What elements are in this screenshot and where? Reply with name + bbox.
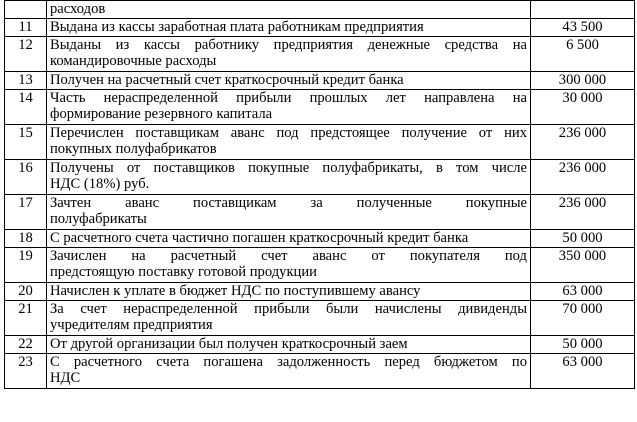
description-line: формирование резервного капитала bbox=[50, 106, 273, 123]
table-row bbox=[5, 301, 635, 336]
row-description-cell bbox=[47, 283, 531, 301]
row-number-cell: 23 bbox=[5, 354, 47, 389]
row-amount-cell: 50 000 bbox=[531, 230, 635, 248]
description-line: Получен на расчетный счет краткосрочный кредит банка bbox=[50, 72, 404, 88]
row-number-cell: 17 bbox=[5, 195, 47, 230]
row-amount-cell: 236 000 bbox=[531, 160, 635, 195]
row-amount-cell: 30 000 bbox=[531, 90, 635, 125]
table-row bbox=[5, 336, 635, 354]
description-line: Начислен к уплате в бюджет НДС по поступившему авансу bbox=[50, 283, 421, 299]
row-number-cell: 22 bbox=[5, 336, 47, 354]
description-line: покупных полуфабрикатов bbox=[50, 141, 217, 158]
row-amount-cell: 236 000 bbox=[531, 195, 635, 230]
description-line: Выданы из кассы работнику предприятия денежные средства на bbox=[50, 37, 527, 53]
table-row bbox=[5, 283, 635, 301]
table-row-continuation bbox=[5, 1, 635, 19]
description-line: расходов bbox=[50, 1, 106, 17]
operations-table bbox=[4, 0, 635, 389]
row-number-cell: 11 bbox=[5, 19, 47, 37]
row-amount-cell: 70 000 bbox=[531, 301, 635, 336]
description-line: Зачтен аванс поставщикам за полученные покупные bbox=[50, 195, 527, 211]
description-line: За счет нераспределенной прибыли были начислены дивиденды bbox=[50, 301, 527, 317]
table-row bbox=[5, 195, 635, 230]
row-description-cell bbox=[47, 90, 531, 125]
row-amount-cell bbox=[531, 1, 635, 19]
row-number-cell bbox=[5, 1, 47, 19]
row-description-cell bbox=[47, 19, 531, 37]
row-amount-cell: 350 000 bbox=[531, 248, 635, 283]
description-line: Перечислен поставщикам аванс под предстоящее получение от них bbox=[50, 125, 527, 141]
table-row bbox=[5, 248, 635, 283]
description-line: Получены от поставщиков покупные полуфабрикаты, в том числе bbox=[50, 160, 527, 176]
row-amount-cell: 63 000 bbox=[531, 354, 635, 389]
row-description-cell bbox=[47, 37, 531, 72]
table-row bbox=[5, 72, 635, 90]
row-amount-cell: 236 000 bbox=[531, 125, 635, 160]
row-number-cell: 20 bbox=[5, 283, 47, 301]
row-description-cell bbox=[47, 248, 531, 283]
row-amount-cell: 6 500 bbox=[531, 37, 635, 72]
description-line: С расчетного счета частично погашен краткосрочный кредит банка bbox=[50, 230, 469, 246]
row-description-cell bbox=[47, 125, 531, 160]
description-line: НДС bbox=[50, 370, 81, 387]
table-row bbox=[5, 354, 635, 389]
row-description-cell bbox=[47, 1, 531, 19]
row-number-cell: 14 bbox=[5, 90, 47, 125]
row-description-cell bbox=[47, 354, 531, 389]
table-row bbox=[5, 90, 635, 125]
row-description-cell bbox=[47, 160, 531, 195]
description-line: Выдана из кассы заработная плата работникам предприятия bbox=[50, 19, 424, 35]
table-row bbox=[5, 230, 635, 248]
description-line: полуфабрикаты bbox=[50, 211, 147, 228]
table-row bbox=[5, 125, 635, 160]
row-amount-cell: 50 000 bbox=[531, 336, 635, 354]
description-line: Зачислен на расчетный счет аванс от покупателя под bbox=[50, 248, 527, 264]
description-line: С расчетного счета погашена задолженность перед бюджетом по bbox=[50, 354, 527, 370]
description-line: учредителям предприятия bbox=[50, 317, 213, 334]
description-line: предстоящую поставку готовой продукции bbox=[50, 264, 317, 281]
row-number-cell: 19 bbox=[5, 248, 47, 283]
operations-table-body bbox=[5, 1, 635, 389]
row-description-cell bbox=[47, 301, 531, 336]
row-number-cell: 18 bbox=[5, 230, 47, 248]
row-number-cell: 21 bbox=[5, 301, 47, 336]
row-number-cell: 16 bbox=[5, 160, 47, 195]
table-row bbox=[5, 37, 635, 72]
table-row bbox=[5, 160, 635, 195]
description-line: От другой организации был получен краткосрочный заем bbox=[50, 336, 408, 352]
description-line: Часть нераспределенной прибыли прошлых лет направлена на bbox=[50, 90, 527, 106]
row-description-cell bbox=[47, 195, 531, 230]
row-number-cell: 12 bbox=[5, 37, 47, 72]
row-amount-cell: 300 000 bbox=[531, 72, 635, 90]
row-number-cell: 13 bbox=[5, 72, 47, 90]
description-line: командировочные расходы bbox=[50, 53, 217, 70]
row-amount-cell: 43 500 bbox=[531, 19, 635, 37]
table-row bbox=[5, 19, 635, 37]
row-description-cell bbox=[47, 72, 531, 90]
row-description-cell bbox=[47, 230, 531, 248]
row-description-cell bbox=[47, 336, 531, 354]
row-number-cell: 15 bbox=[5, 125, 47, 160]
description-line: НДС (18%) руб. bbox=[50, 176, 150, 193]
row-amount-cell: 63 000 bbox=[531, 283, 635, 301]
